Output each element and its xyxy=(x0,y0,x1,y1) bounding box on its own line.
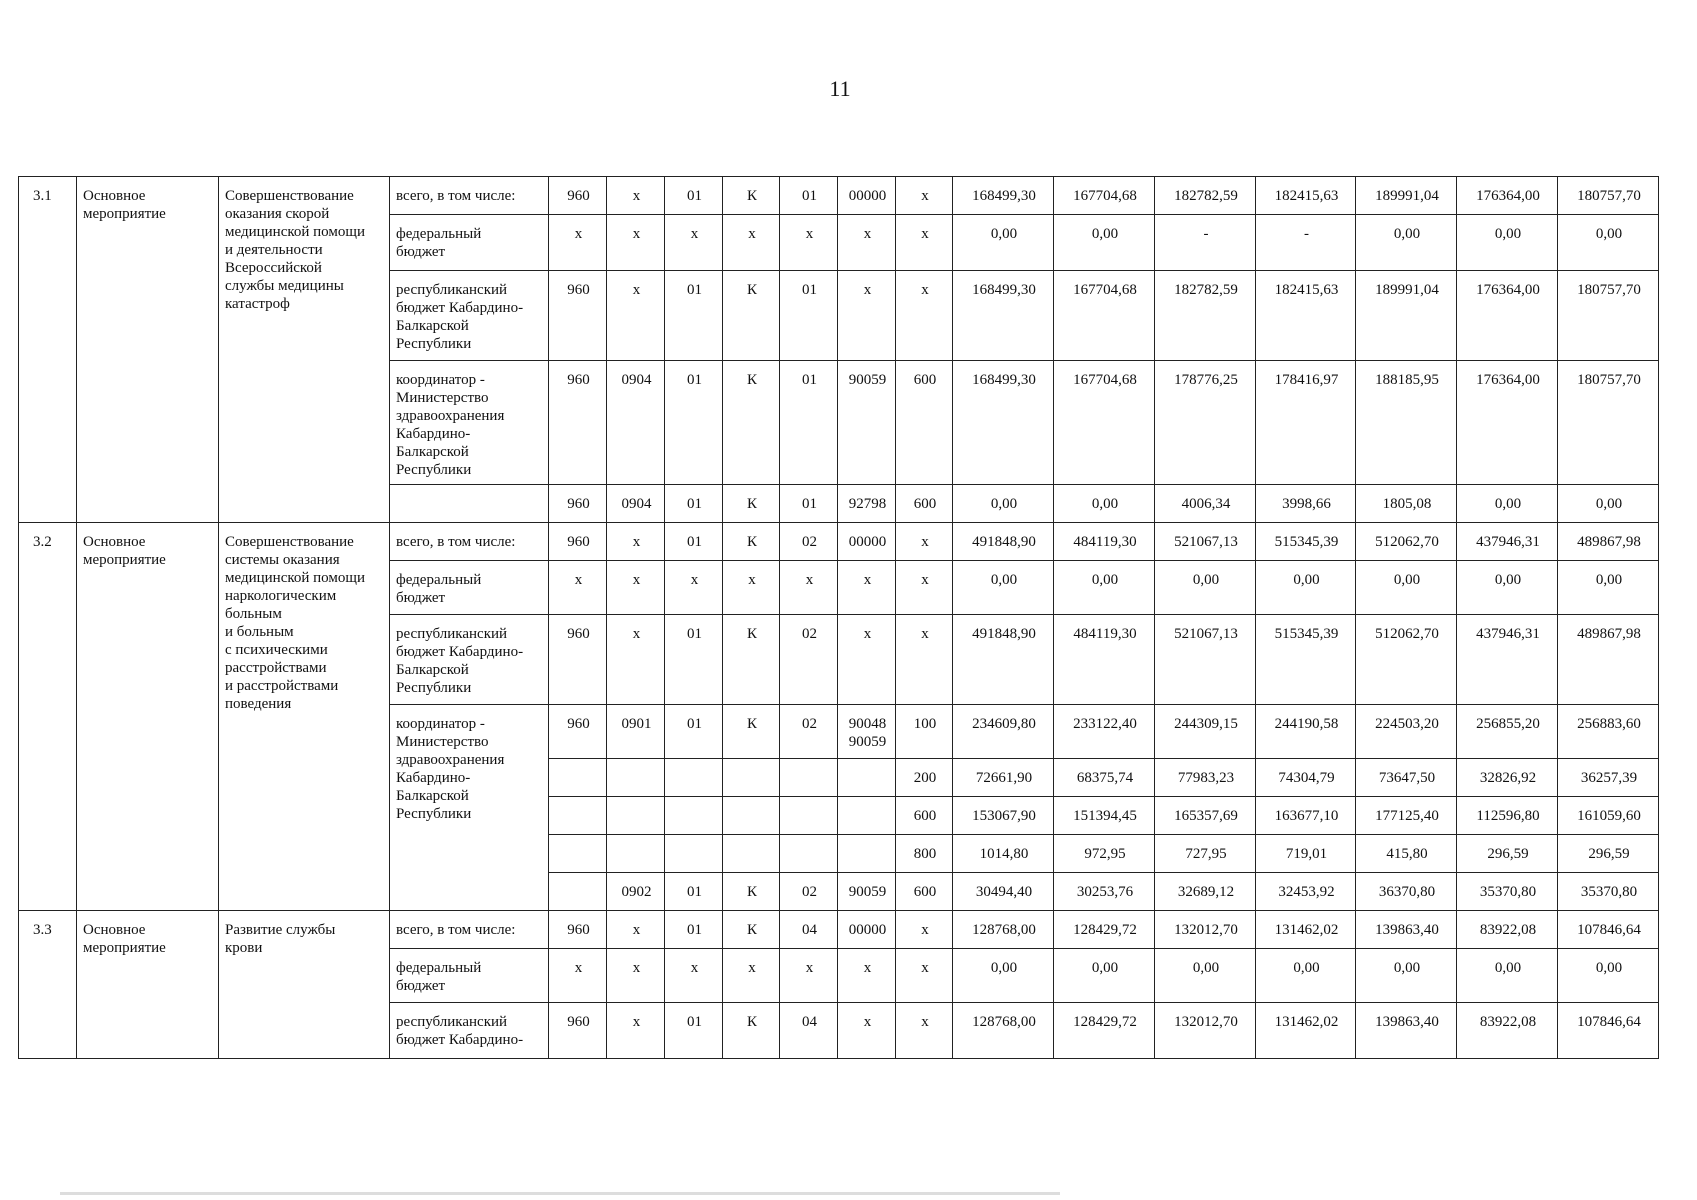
amount-cell: 182782,59 xyxy=(1155,271,1256,361)
amount-cell: 180757,70 xyxy=(1558,361,1659,485)
amount-cell: 188185,95 xyxy=(1356,361,1457,485)
code-cell: 92798 xyxy=(838,485,896,523)
amount-cell: 437946,31 xyxy=(1457,615,1558,705)
amount-cell: 168499,30 xyxy=(953,177,1054,215)
code-cell: 90048 90059 xyxy=(838,705,896,759)
code-cell: х xyxy=(780,215,838,271)
amount-cell: 167704,68 xyxy=(1054,177,1155,215)
code-cell: 960 xyxy=(549,271,607,361)
code-cell xyxy=(723,759,780,797)
code-cell: х xyxy=(838,615,896,705)
code-cell: 01 xyxy=(665,911,723,949)
amount-cell: 36257,39 xyxy=(1558,759,1659,797)
amount-cell: 1805,08 xyxy=(1356,485,1457,523)
amount-cell: 0,00 xyxy=(1457,949,1558,1003)
amount-cell: 176364,00 xyxy=(1457,177,1558,215)
amount-cell: 77983,23 xyxy=(1155,759,1256,797)
amount-cell: 168499,30 xyxy=(953,361,1054,485)
code-cell: х xyxy=(896,271,953,361)
code-cell: 90059 xyxy=(838,873,896,911)
code-cell xyxy=(607,835,665,873)
amount-cell: 521067,13 xyxy=(1155,523,1256,561)
code-cell: х xyxy=(665,949,723,1003)
amount-cell: 484119,30 xyxy=(1054,615,1155,705)
code-cell: х xyxy=(607,615,665,705)
code-cell: 00000 xyxy=(838,911,896,949)
funding-source: республиканский бюджет Кабардино- Балкарской Республики xyxy=(390,271,549,361)
code-cell: х xyxy=(723,215,780,271)
amount-cell: 189991,04 xyxy=(1356,177,1457,215)
code-cell: х xyxy=(780,949,838,1003)
amount-cell: 178416,97 xyxy=(1256,361,1356,485)
funding-source: всего, в том числе: xyxy=(390,177,549,215)
code-cell: х xyxy=(549,215,607,271)
amount-cell: 0,00 xyxy=(1558,561,1659,615)
code-cell xyxy=(838,835,896,873)
code-cell: 600 xyxy=(896,361,953,485)
amount-cell: 3998,66 xyxy=(1256,485,1356,523)
item-number: 3.1 xyxy=(19,177,77,523)
amount-cell: 128768,00 xyxy=(953,911,1054,949)
amount-cell: 489867,98 xyxy=(1558,615,1659,705)
amount-cell: 107846,64 xyxy=(1558,1003,1659,1059)
code-cell: х xyxy=(896,561,953,615)
code-cell: х xyxy=(838,271,896,361)
amount-cell: 161059,60 xyxy=(1558,797,1659,835)
code-cell: К xyxy=(723,177,780,215)
code-cell: х xyxy=(665,215,723,271)
code-cell: К xyxy=(723,615,780,705)
amount-cell: 131462,02 xyxy=(1256,911,1356,949)
code-cell xyxy=(549,797,607,835)
amount-cell: 0,00 xyxy=(1558,949,1659,1003)
amount-cell: 727,95 xyxy=(1155,835,1256,873)
amount-cell: 0,00 xyxy=(1356,949,1457,1003)
code-cell: х xyxy=(896,1003,953,1059)
code-cell: х xyxy=(723,561,780,615)
amount-cell: 0,00 xyxy=(1054,485,1155,523)
amount-cell: 233122,40 xyxy=(1054,705,1155,759)
code-cell: х xyxy=(607,949,665,1003)
amount-cell: 515345,39 xyxy=(1256,523,1356,561)
code-cell xyxy=(549,873,607,911)
code-cell xyxy=(838,759,896,797)
code-cell: 01 xyxy=(665,615,723,705)
code-cell: 01 xyxy=(780,361,838,485)
amount-cell: 35370,80 xyxy=(1457,873,1558,911)
code-cell: К xyxy=(723,485,780,523)
amount-cell: 35370,80 xyxy=(1558,873,1659,911)
code-cell: х xyxy=(838,561,896,615)
code-cell: х xyxy=(896,615,953,705)
amount-cell: 0,00 xyxy=(1457,485,1558,523)
amount-cell: 521067,13 xyxy=(1155,615,1256,705)
amount-cell: 4006,34 xyxy=(1155,485,1256,523)
code-cell: х xyxy=(838,1003,896,1059)
code-cell xyxy=(665,835,723,873)
funding-source: федеральный бюджет xyxy=(390,561,549,615)
code-cell: х xyxy=(607,271,665,361)
code-cell: 800 xyxy=(896,835,953,873)
amount-cell: 32689,12 xyxy=(1155,873,1256,911)
code-cell: 01 xyxy=(780,485,838,523)
amount-cell: 83922,08 xyxy=(1457,911,1558,949)
code-cell: 01 xyxy=(665,177,723,215)
item-type: Основное мероприятие xyxy=(77,523,219,911)
amount-cell: 68375,74 xyxy=(1054,759,1155,797)
code-cell: 01 xyxy=(780,271,838,361)
code-cell xyxy=(607,759,665,797)
amount-cell: 0,00 xyxy=(953,561,1054,615)
code-cell xyxy=(780,797,838,835)
cropped-footer-text xyxy=(60,1190,1060,1200)
code-cell: х xyxy=(896,523,953,561)
amount-cell: 165357,69 xyxy=(1155,797,1256,835)
amount-cell: 256855,20 xyxy=(1457,705,1558,759)
amount-cell: - xyxy=(1155,215,1256,271)
code-cell: 600 xyxy=(896,873,953,911)
item-type: Основное мероприятие xyxy=(77,177,219,523)
code-cell xyxy=(607,797,665,835)
amount-cell: 0,00 xyxy=(1155,949,1256,1003)
amount-cell: 139863,40 xyxy=(1356,1003,1457,1059)
code-cell xyxy=(665,759,723,797)
amount-cell: 128429,72 xyxy=(1054,1003,1155,1059)
budget-table xyxy=(18,176,1659,1059)
code-cell: 960 xyxy=(549,177,607,215)
code-cell: 01 xyxy=(665,873,723,911)
amount-cell: 176364,00 xyxy=(1457,271,1558,361)
amount-cell: 132012,70 xyxy=(1155,911,1256,949)
amount-cell: 107846,64 xyxy=(1558,911,1659,949)
amount-cell: 0,00 xyxy=(1558,485,1659,523)
amount-cell: 131462,02 xyxy=(1256,1003,1356,1059)
amount-cell: 491848,90 xyxy=(953,523,1054,561)
amount-cell: 415,80 xyxy=(1356,835,1457,873)
amount-cell: 163677,10 xyxy=(1256,797,1356,835)
code-cell: 960 xyxy=(549,1003,607,1059)
amount-cell: 167704,68 xyxy=(1054,271,1155,361)
code-cell: х xyxy=(780,561,838,615)
code-cell: 00000 xyxy=(838,523,896,561)
amount-cell: 1014,80 xyxy=(953,835,1054,873)
amount-cell: 168499,30 xyxy=(953,271,1054,361)
code-cell xyxy=(723,835,780,873)
code-cell: 02 xyxy=(780,615,838,705)
amount-cell: 296,59 xyxy=(1457,835,1558,873)
code-cell: 960 xyxy=(549,705,607,759)
code-cell: х xyxy=(896,215,953,271)
amount-cell: 182415,63 xyxy=(1256,177,1356,215)
amount-cell: 153067,90 xyxy=(953,797,1054,835)
code-cell: х xyxy=(549,949,607,1003)
amount-cell: 36370,80 xyxy=(1356,873,1457,911)
amount-cell: 32826,92 xyxy=(1457,759,1558,797)
amount-cell: 132012,70 xyxy=(1155,1003,1256,1059)
funding-source: федеральный бюджет xyxy=(390,949,549,1003)
funding-source: федеральный бюджет xyxy=(390,215,549,271)
amount-cell: 189991,04 xyxy=(1356,271,1457,361)
amount-cell: 112596,80 xyxy=(1457,797,1558,835)
amount-cell: 73647,50 xyxy=(1356,759,1457,797)
amount-cell: 0,00 xyxy=(1256,561,1356,615)
amount-cell: 139863,40 xyxy=(1356,911,1457,949)
code-cell: х xyxy=(607,177,665,215)
amount-cell: 0,00 xyxy=(1356,561,1457,615)
amount-cell: 0,00 xyxy=(1155,561,1256,615)
code-cell: К xyxy=(723,873,780,911)
code-cell: х xyxy=(607,1003,665,1059)
code-cell: 90059 xyxy=(838,361,896,485)
amount-cell: 180757,70 xyxy=(1558,177,1659,215)
amount-cell: 0,00 xyxy=(1054,561,1155,615)
amount-cell: 30494,40 xyxy=(953,873,1054,911)
code-cell: 960 xyxy=(549,615,607,705)
amount-cell: 296,59 xyxy=(1558,835,1659,873)
amount-cell: 32453,92 xyxy=(1256,873,1356,911)
code-cell: К xyxy=(723,911,780,949)
amount-cell: 72661,90 xyxy=(953,759,1054,797)
code-cell: 01 xyxy=(665,485,723,523)
funding-source: республиканский бюджет Кабардино- Балкарской Республики xyxy=(390,615,549,705)
amount-cell: 128768,00 xyxy=(953,1003,1054,1059)
amount-cell: 719,01 xyxy=(1256,835,1356,873)
amount-cell: 0,00 xyxy=(1457,561,1558,615)
amount-cell: 0,00 xyxy=(953,215,1054,271)
code-cell: 0901 xyxy=(607,705,665,759)
item-name: Совершенствование системы оказания медицинской помощи наркологическим больным и больным с психическими расстройствами и расстройствами поведения xyxy=(219,523,390,911)
item-number: 3.3 xyxy=(19,911,77,1059)
code-cell: 04 xyxy=(780,1003,838,1059)
code-cell: К xyxy=(723,523,780,561)
code-cell: 960 xyxy=(549,361,607,485)
amount-cell: 167704,68 xyxy=(1054,361,1155,485)
amount-cell: 512062,70 xyxy=(1356,615,1457,705)
item-type: Основное мероприятие xyxy=(77,911,219,1059)
page-number: 11 xyxy=(829,76,851,101)
code-cell: 01 xyxy=(665,523,723,561)
amount-cell: 0,00 xyxy=(1054,949,1155,1003)
code-cell: К xyxy=(723,271,780,361)
amount-cell: 244190,58 xyxy=(1256,705,1356,759)
amount-cell: - xyxy=(1256,215,1356,271)
code-cell: 0904 xyxy=(607,485,665,523)
amount-cell: 256883,60 xyxy=(1558,705,1659,759)
code-cell xyxy=(838,797,896,835)
funding-source xyxy=(390,485,549,523)
amount-cell: 244309,15 xyxy=(1155,705,1256,759)
table-row xyxy=(19,523,1659,561)
amount-cell: 512062,70 xyxy=(1356,523,1457,561)
amount-cell: 30253,76 xyxy=(1054,873,1155,911)
amount-cell: 178776,25 xyxy=(1155,361,1256,485)
code-cell: 01 xyxy=(780,177,838,215)
amount-cell: 151394,45 xyxy=(1054,797,1155,835)
code-cell: 01 xyxy=(665,271,723,361)
amount-cell: 0,00 xyxy=(1558,215,1659,271)
item-name: Совершенствование оказания скорой медицинской помощи и деятельности Всероссийской службы медицины катастроф xyxy=(219,177,390,523)
amount-cell: 0,00 xyxy=(953,485,1054,523)
code-cell: 600 xyxy=(896,485,953,523)
code-cell: х xyxy=(607,523,665,561)
code-cell: 02 xyxy=(780,705,838,759)
code-cell: х xyxy=(549,561,607,615)
amount-cell: 128429,72 xyxy=(1054,911,1155,949)
code-cell: х xyxy=(607,215,665,271)
amount-cell: 83922,08 xyxy=(1457,1003,1558,1059)
code-cell xyxy=(665,797,723,835)
code-cell xyxy=(549,835,607,873)
funding-source: всего, в том числе: xyxy=(390,523,549,561)
amount-cell: 972,95 xyxy=(1054,835,1155,873)
code-cell: х xyxy=(665,561,723,615)
amount-cell: 176364,00 xyxy=(1457,361,1558,485)
code-cell xyxy=(780,835,838,873)
code-cell: х xyxy=(607,561,665,615)
item-number: 3.2 xyxy=(19,523,77,911)
funding-source: всего, в том числе: xyxy=(390,911,549,949)
amount-cell: 0,00 xyxy=(953,949,1054,1003)
code-cell: 960 xyxy=(549,523,607,561)
code-cell: К xyxy=(723,361,780,485)
amount-cell: 224503,20 xyxy=(1356,705,1457,759)
code-cell xyxy=(723,797,780,835)
amount-cell: 74304,79 xyxy=(1256,759,1356,797)
code-cell: К xyxy=(723,705,780,759)
code-cell xyxy=(780,759,838,797)
code-cell: 02 xyxy=(780,873,838,911)
amount-cell: 489867,98 xyxy=(1558,523,1659,561)
amount-cell: 437946,31 xyxy=(1457,523,1558,561)
code-cell: 04 xyxy=(780,911,838,949)
code-cell: х xyxy=(723,949,780,1003)
amount-cell: 177125,40 xyxy=(1356,797,1457,835)
funding-source: координатор - Министерство здравоохранения Кабардино- Балкарской Республики xyxy=(390,705,549,911)
amount-cell: 0,00 xyxy=(1256,949,1356,1003)
code-cell: х xyxy=(838,949,896,1003)
funding-source: координатор - Министерство здравоохранения Кабардино- Балкарской Республики xyxy=(390,361,549,485)
code-cell: 960 xyxy=(549,485,607,523)
code-cell: х xyxy=(896,911,953,949)
amount-cell: 182782,59 xyxy=(1155,177,1256,215)
code-cell: х xyxy=(896,177,953,215)
funding-source: республиканский бюджет Кабардино- xyxy=(390,1003,549,1059)
amount-cell: 180757,70 xyxy=(1558,271,1659,361)
amount-cell: 234609,80 xyxy=(953,705,1054,759)
code-cell: 200 xyxy=(896,759,953,797)
amount-cell: 491848,90 xyxy=(953,615,1054,705)
code-cell: х xyxy=(607,911,665,949)
code-cell: 100 xyxy=(896,705,953,759)
amount-cell: 182415,63 xyxy=(1256,271,1356,361)
code-cell: 02 xyxy=(780,523,838,561)
code-cell: 600 xyxy=(896,797,953,835)
code-cell: 00000 xyxy=(838,177,896,215)
code-cell: х xyxy=(838,215,896,271)
code-cell: х xyxy=(896,949,953,1003)
amount-cell: 0,00 xyxy=(1356,215,1457,271)
code-cell: 0904 xyxy=(607,361,665,485)
item-name: Развитие службы крови xyxy=(219,911,390,1059)
code-cell: 01 xyxy=(665,1003,723,1059)
code-cell: К xyxy=(723,1003,780,1059)
amount-cell: 484119,30 xyxy=(1054,523,1155,561)
amount-cell: 515345,39 xyxy=(1256,615,1356,705)
amount-cell: 0,00 xyxy=(1054,215,1155,271)
code-cell xyxy=(549,759,607,797)
code-cell: 01 xyxy=(665,361,723,485)
table-row xyxy=(19,177,1659,215)
table-row xyxy=(19,911,1659,949)
code-cell: 01 xyxy=(665,705,723,759)
code-cell: 0902 xyxy=(607,873,665,911)
amount-cell: 0,00 xyxy=(1457,215,1558,271)
code-cell: 960 xyxy=(549,911,607,949)
